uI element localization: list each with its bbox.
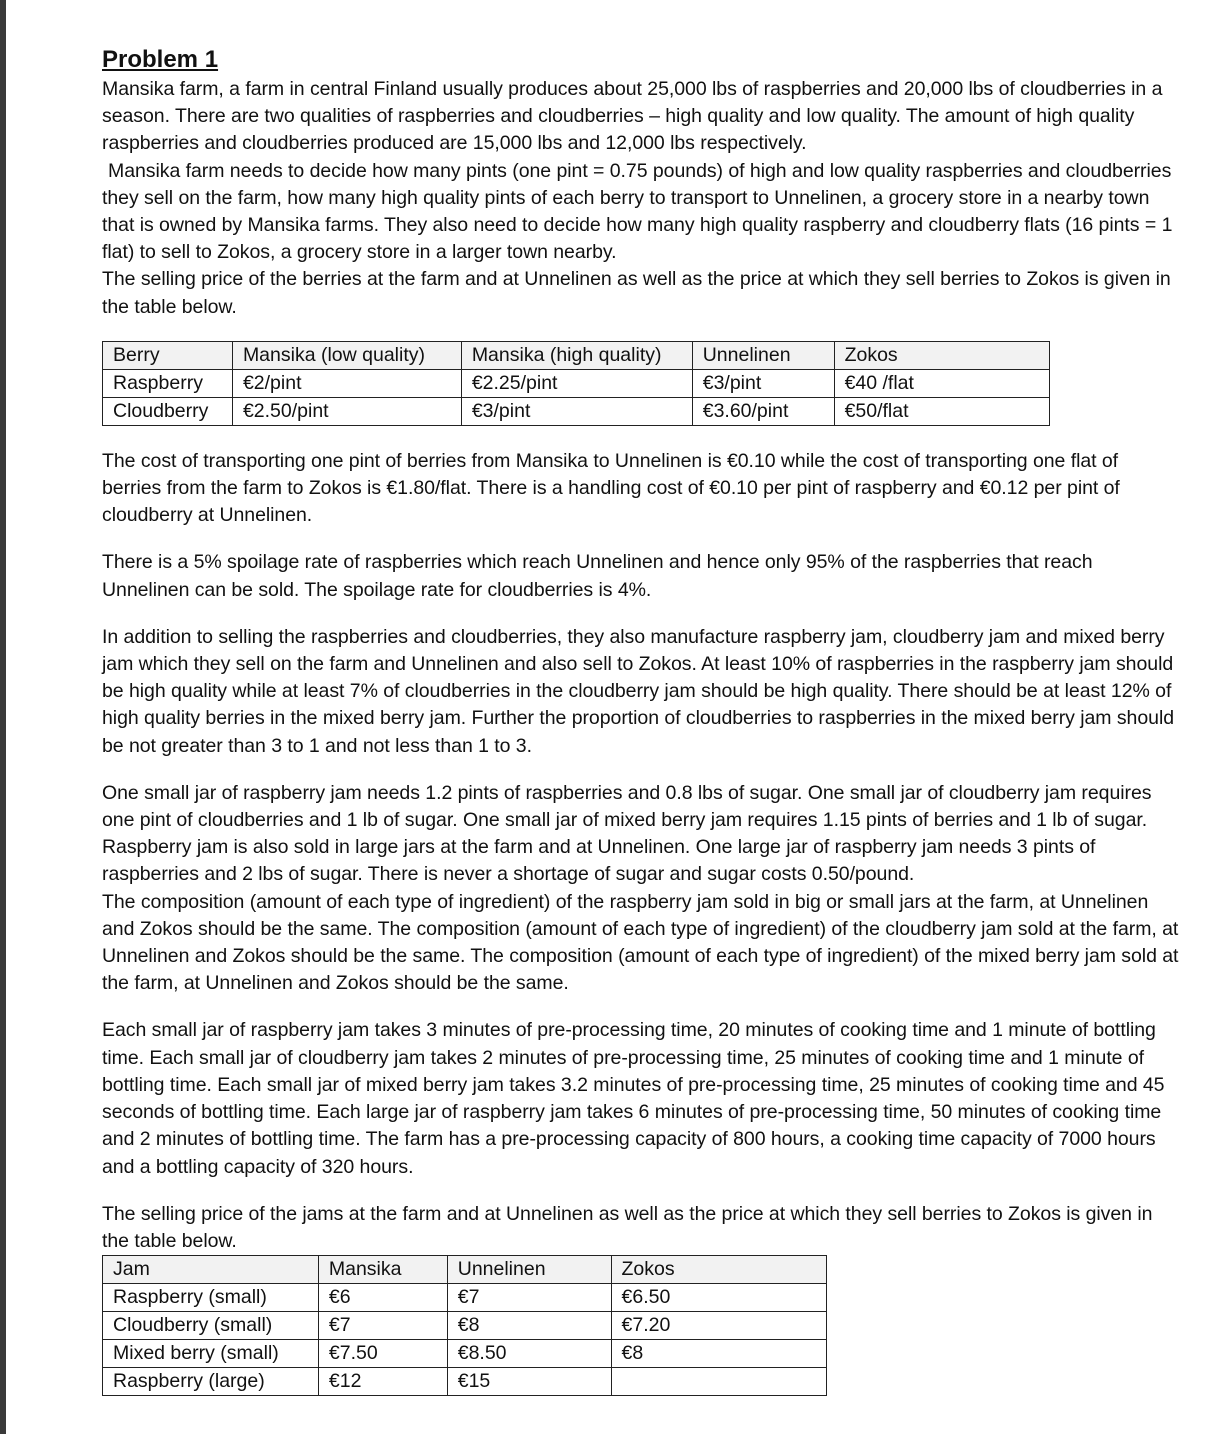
table-cell: Raspberry (large) bbox=[103, 1368, 319, 1396]
table-cell: Raspberry bbox=[103, 369, 233, 397]
paragraph-spoilage: There is a 5% spoilage rate of raspberries which reach Unnelinen and hence only 95% of the raspberries that reach Unnelinen can be sold. The spoilage rate for cloudberries is 4%. bbox=[102, 551, 1093, 601]
table-header-row bbox=[103, 341, 1050, 369]
table-cell: €2/pint bbox=[232, 369, 461, 397]
table-cell: €3/pint bbox=[461, 397, 692, 425]
table-row bbox=[103, 1312, 827, 1340]
table-cell: €2.25/pint bbox=[461, 369, 692, 397]
table-row bbox=[103, 1368, 827, 1396]
header-cell: Unnelinen bbox=[447, 1256, 611, 1284]
header-cell: Mansika bbox=[318, 1256, 447, 1284]
window-left-edge bbox=[0, 0, 6, 1434]
header-cell: Mansika (low quality) bbox=[232, 341, 461, 369]
table-header-row bbox=[103, 1256, 827, 1284]
table-cell: €6 bbox=[318, 1284, 447, 1312]
jam-price-table bbox=[102, 1255, 827, 1396]
table-row bbox=[103, 397, 1050, 425]
paragraph-jam-quality: In addition to selling the raspberries and cloudberries, they also manufacture raspberry jam, cloudberry jam and mixed berry jam which they sell on the farm and Unnelinen and also sell to Zokos. At least 10% of raspberries in the raspberry jam should be high quality while at least 7% of cloudberries in the cloudberry jam should be high quality. There should be at least 12% of high quality berries in the mixed berry jam. Further the proportion of cloudberries to raspberries in the mixed berry jam should be not greater than 3 to 1 and not less than 1 to 3. bbox=[102, 625, 1175, 757]
berry-price-table bbox=[102, 341, 1050, 426]
table-cell: €8.50 bbox=[447, 1340, 611, 1368]
header-cell: Unnelinen bbox=[692, 341, 834, 369]
paragraph-intro: Mansika farm, a farm in central Finland usually produces about 25,000 lbs of raspberries and 20,000 lbs of cloudberries in a season. There are two qualities of raspberries and cloudberries – high quality and low quality. The amount of high quality raspberries and cloudberries produced are 15,000 lbs and 12,000 lbs respectively. bbox=[102, 78, 1163, 155]
table-cell: Cloudberry bbox=[103, 397, 233, 425]
header-cell: Zokos bbox=[834, 341, 1049, 369]
table-row bbox=[103, 1340, 827, 1368]
table-cell: €3/pint bbox=[692, 369, 834, 397]
paragraph-jam-price-intro: The selling price of the jams at the farm and at Unnelinen as well as the price at which they sell berries to Zokos is given in the table below. bbox=[102, 1202, 1153, 1252]
table-cell: €40 /flat bbox=[834, 369, 1049, 397]
table-cell: €7 bbox=[318, 1312, 447, 1340]
table-cell: €12 bbox=[318, 1368, 447, 1396]
table-cell: €8 bbox=[611, 1340, 826, 1368]
paragraph-decision: Mansika farm needs to decide how many pints (one pint = 0.75 pounds) of high and low quality raspberries and cloudberries they sell on the farm, how many high quality pints of each berry to transport to Unnelinen, a grocery store in a nearby town that is owned by Mansika farms. They also need to decide how many high quality raspberry and cloudberry flats (16 pints = 1 flat) to sell to Zokos, a grocery store in a larger town nearby. bbox=[102, 159, 1173, 264]
table-cell: Cloudberry (small) bbox=[103, 1312, 319, 1340]
table-cell: €7.50 bbox=[318, 1340, 447, 1368]
table-cell: €3.60/pint bbox=[692, 397, 834, 425]
paragraph-transport-cost: The cost of transporting one pint of berries from Mansika to Unnelinen is €0.10 while the cost of transporting one flat of berries from the farm to Zokos is €1.80/flat. There is a handling cost of €0.10 per pint of raspberry and €0.12 per pint of cloudberry at Unnelinen. bbox=[102, 449, 1120, 527]
header-cell: Mansika (high quality) bbox=[461, 341, 692, 369]
table-cell: €7 bbox=[447, 1284, 611, 1312]
table-cell: €6.50 bbox=[611, 1284, 826, 1312]
paragraph-processing-time: Each small jar of raspberry jam takes 3 minutes of pre-processing time, 20 minutes of cooking time and 1 minute of bottling time. Each small jar of cloudberry jam takes 2 minutes of pre-processing time, 25 minutes of cooking time and 1 minute of bottling time. Each small jar of mixed berry jam takes 3.2 minutes of pre-processing time, 25 minutes of cooking time and 45 seconds of bottling time. Each large jar of raspberry jam takes 6 minutes of pre-processing time, 50 minutes of cooking time and 2 minutes of bottling time. The farm has a pre-processing capacity of 800 hours, a cooking time capacity of 7000 hours and a bottling capacity of 320 hours. bbox=[102, 1019, 1165, 1178]
paragraph-jam-recipe: One small jar of raspberry jam needs 1.2 pints of raspberries and 0.8 lbs of sugar. One small jar of cloudberry jam requires one pint of cloudberries and 1 lb of sugar. One small jar of mixed berry jam requires 1.15 pints of berries and 1 lb of sugar. Raspberry jam is also sold in large jars at the farm and at Unnelinen. One large jar of raspberry jam needs 3 pints of raspberries and 2 lbs of sugar. There is never a shortage of sugar and sugar costs 0.50/pound. bbox=[102, 781, 1152, 886]
table-cell: €15 bbox=[447, 1368, 611, 1396]
table-cell: Mixed berry (small) bbox=[103, 1340, 319, 1368]
table-row bbox=[103, 1284, 827, 1312]
table-cell: €7.20 bbox=[611, 1312, 826, 1340]
table-cell: €50/flat bbox=[834, 397, 1049, 425]
header-cell: Zokos bbox=[611, 1256, 826, 1284]
table-cell bbox=[611, 1368, 826, 1396]
table-cell: €8 bbox=[447, 1312, 611, 1340]
paragraph-price-intro: The selling price of the berries at the farm and at Unnelinen as well as the price at which they sell berries to Zokos is given in the table below. bbox=[102, 268, 1171, 318]
header-cell: Berry bbox=[103, 341, 233, 369]
header-cell: Jam bbox=[103, 1256, 319, 1284]
table-cell: €2.50/pint bbox=[232, 397, 461, 425]
page-title: Problem 1 bbox=[102, 46, 219, 73]
table-row bbox=[103, 369, 1050, 397]
paragraph-jam-composition: The composition (amount of each type of ingredient) of the raspberry jam sold in big or small jars at the farm, at Unnelinen and Zokos should be the same. The composition (amount of each type of ingredient) of the cloudberry jam sold at the farm, at Unnelinen and Zokos should be the same. The composition (amount of each type of ingredient) of the mixed berry jam sold at the farm, at Unnelinen and Zokos should be the same. bbox=[102, 890, 1179, 995]
table-cell: Raspberry (small) bbox=[103, 1284, 319, 1312]
document-page bbox=[102, 44, 1182, 1396]
